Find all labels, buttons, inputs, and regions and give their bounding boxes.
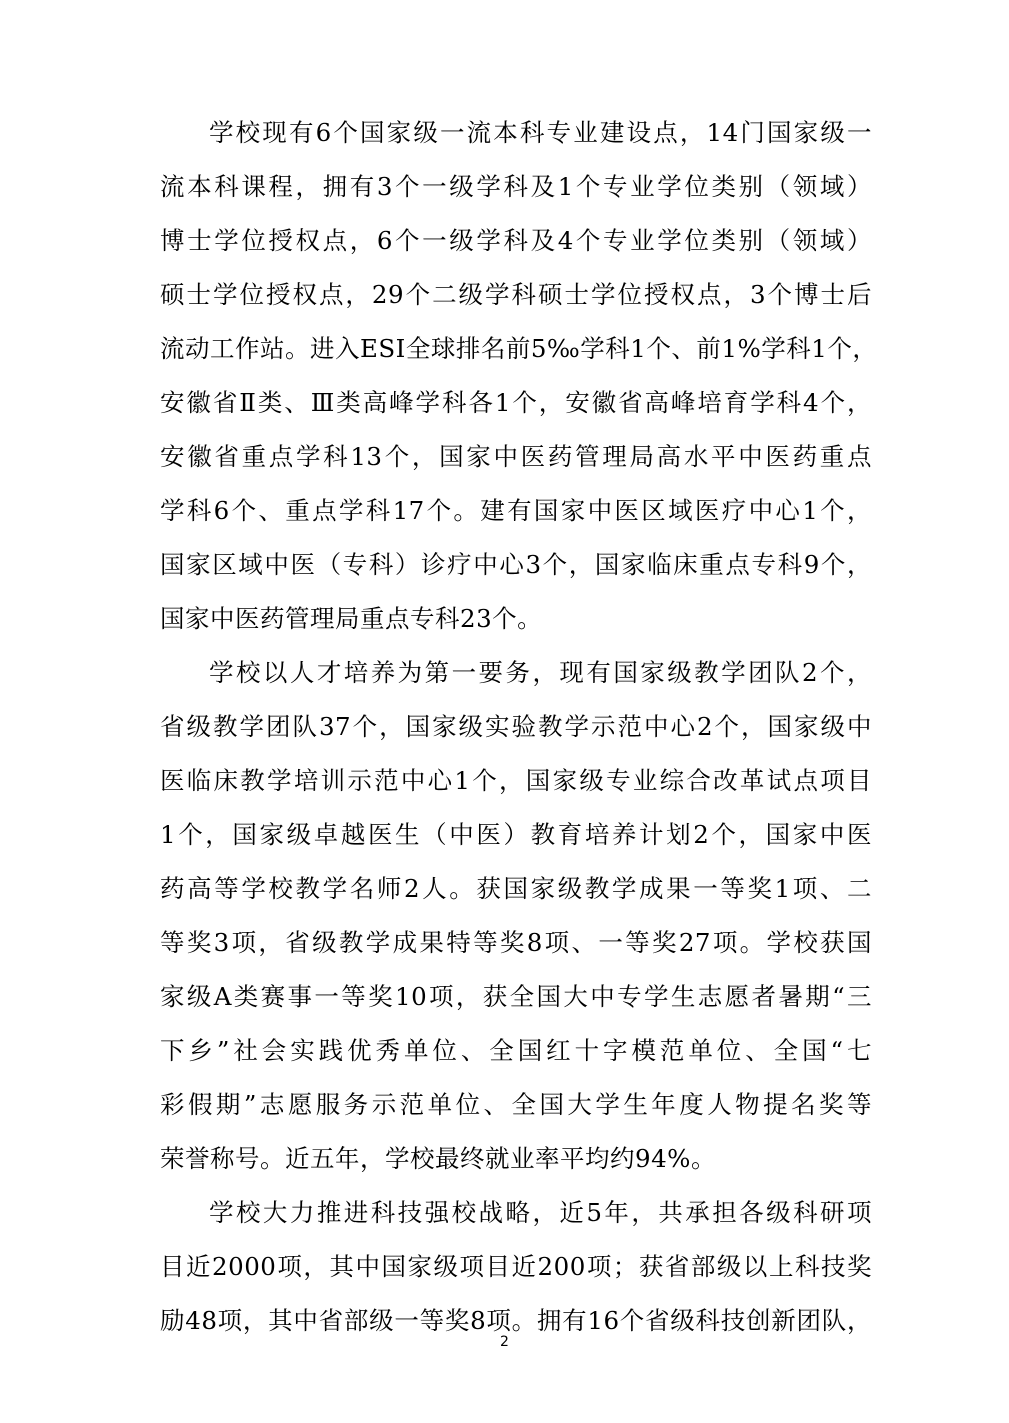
paragraph-1-line-8: 学科6个、重点学科17个。建有国家中医区域医疗中心1个， [160, 496, 872, 525]
paragraph-1-line-5: 流动工作站。进入ESI全球排名前5‰学科1个、前1%学科1个， [160, 334, 878, 363]
paragraph-2-line-3: 医临床教学培训示范中心1个，国家级专业综合改革试点项目 [160, 766, 872, 795]
paragraph-1-line-10: 国家中医药管理局重点专科23个。 [160, 604, 543, 633]
paragraph-2-line-10: 荣誉称号。近五年，学校最终就业率平均约94%。 [160, 1144, 716, 1173]
paragraph-1-line-2: 流本科课程，拥有3个一级学科及1个专业学位类别（领域） [160, 172, 872, 201]
paragraph-3-line-3: 励48项，其中省部级一等奖8项。拥有16个省级科技创新团队， [160, 1306, 872, 1335]
paragraph-2-line-1: 学校以人才培养为第一要务，现有国家级教学团队2个， [209, 658, 872, 687]
paragraph-1-line-1: 学校现有6个国家级一流本科专业建设点，14门国家级一 [209, 118, 872, 147]
paragraph-2-line-2: 省级教学团队37个，国家级实验教学示范中心2个，国家级中 [160, 712, 872, 741]
paragraph-2-line-4: 1个，国家级卓越医生（中医）教育培养计划2个，国家中医 [160, 820, 872, 849]
paragraph-3-line-2: 目近2000项，其中国家级项目近200项；获省部级以上科技奖 [160, 1252, 872, 1281]
paragraph-2-line-9: 彩假期”志愿服务示范单位、全国大学生年度人物提名奖等 [160, 1090, 872, 1119]
paragraph-2-line-6: 等奖3项，省级教学成果特等奖8项、一等奖27项。学校获国 [160, 928, 872, 957]
paragraph-1-line-9: 国家区域中医（专科）诊疗中心3个，国家临床重点专科9个， [160, 550, 872, 579]
paragraph-1-line-3: 博士学位授权点，6个一级学科及4个专业学位类别（领域） [160, 226, 872, 255]
page-number: 2 [500, 1334, 509, 1350]
paragraph-2-line-5: 药高等学校教学名师2人。获国家级教学成果一等奖1项、二 [160, 874, 872, 903]
paragraph-1-line-7: 安徽省重点学科13个，国家中医药管理局高水平中医药重点 [160, 442, 872, 471]
paragraph-1-line-4: 硕士学位授权点，29个二级学科硕士学位授权点，3个博士后 [160, 280, 872, 309]
paragraph-3-line-1: 学校大力推进科技强校战略，近5年，共承担各级科研项 [209, 1198, 872, 1227]
paragraph-2-line-7: 家级A类赛事一等奖10项，获全国大中专学生志愿者暑期“三 [160, 982, 872, 1011]
paragraph-1-line-6: 安徽省Ⅱ类、Ⅲ类高峰学科各1个，安徽省高峰培育学科4个， [160, 388, 872, 417]
paragraph-2-line-8: 下乡”社会实践优秀单位、全国红十字模范单位、全国“七 [160, 1036, 872, 1065]
